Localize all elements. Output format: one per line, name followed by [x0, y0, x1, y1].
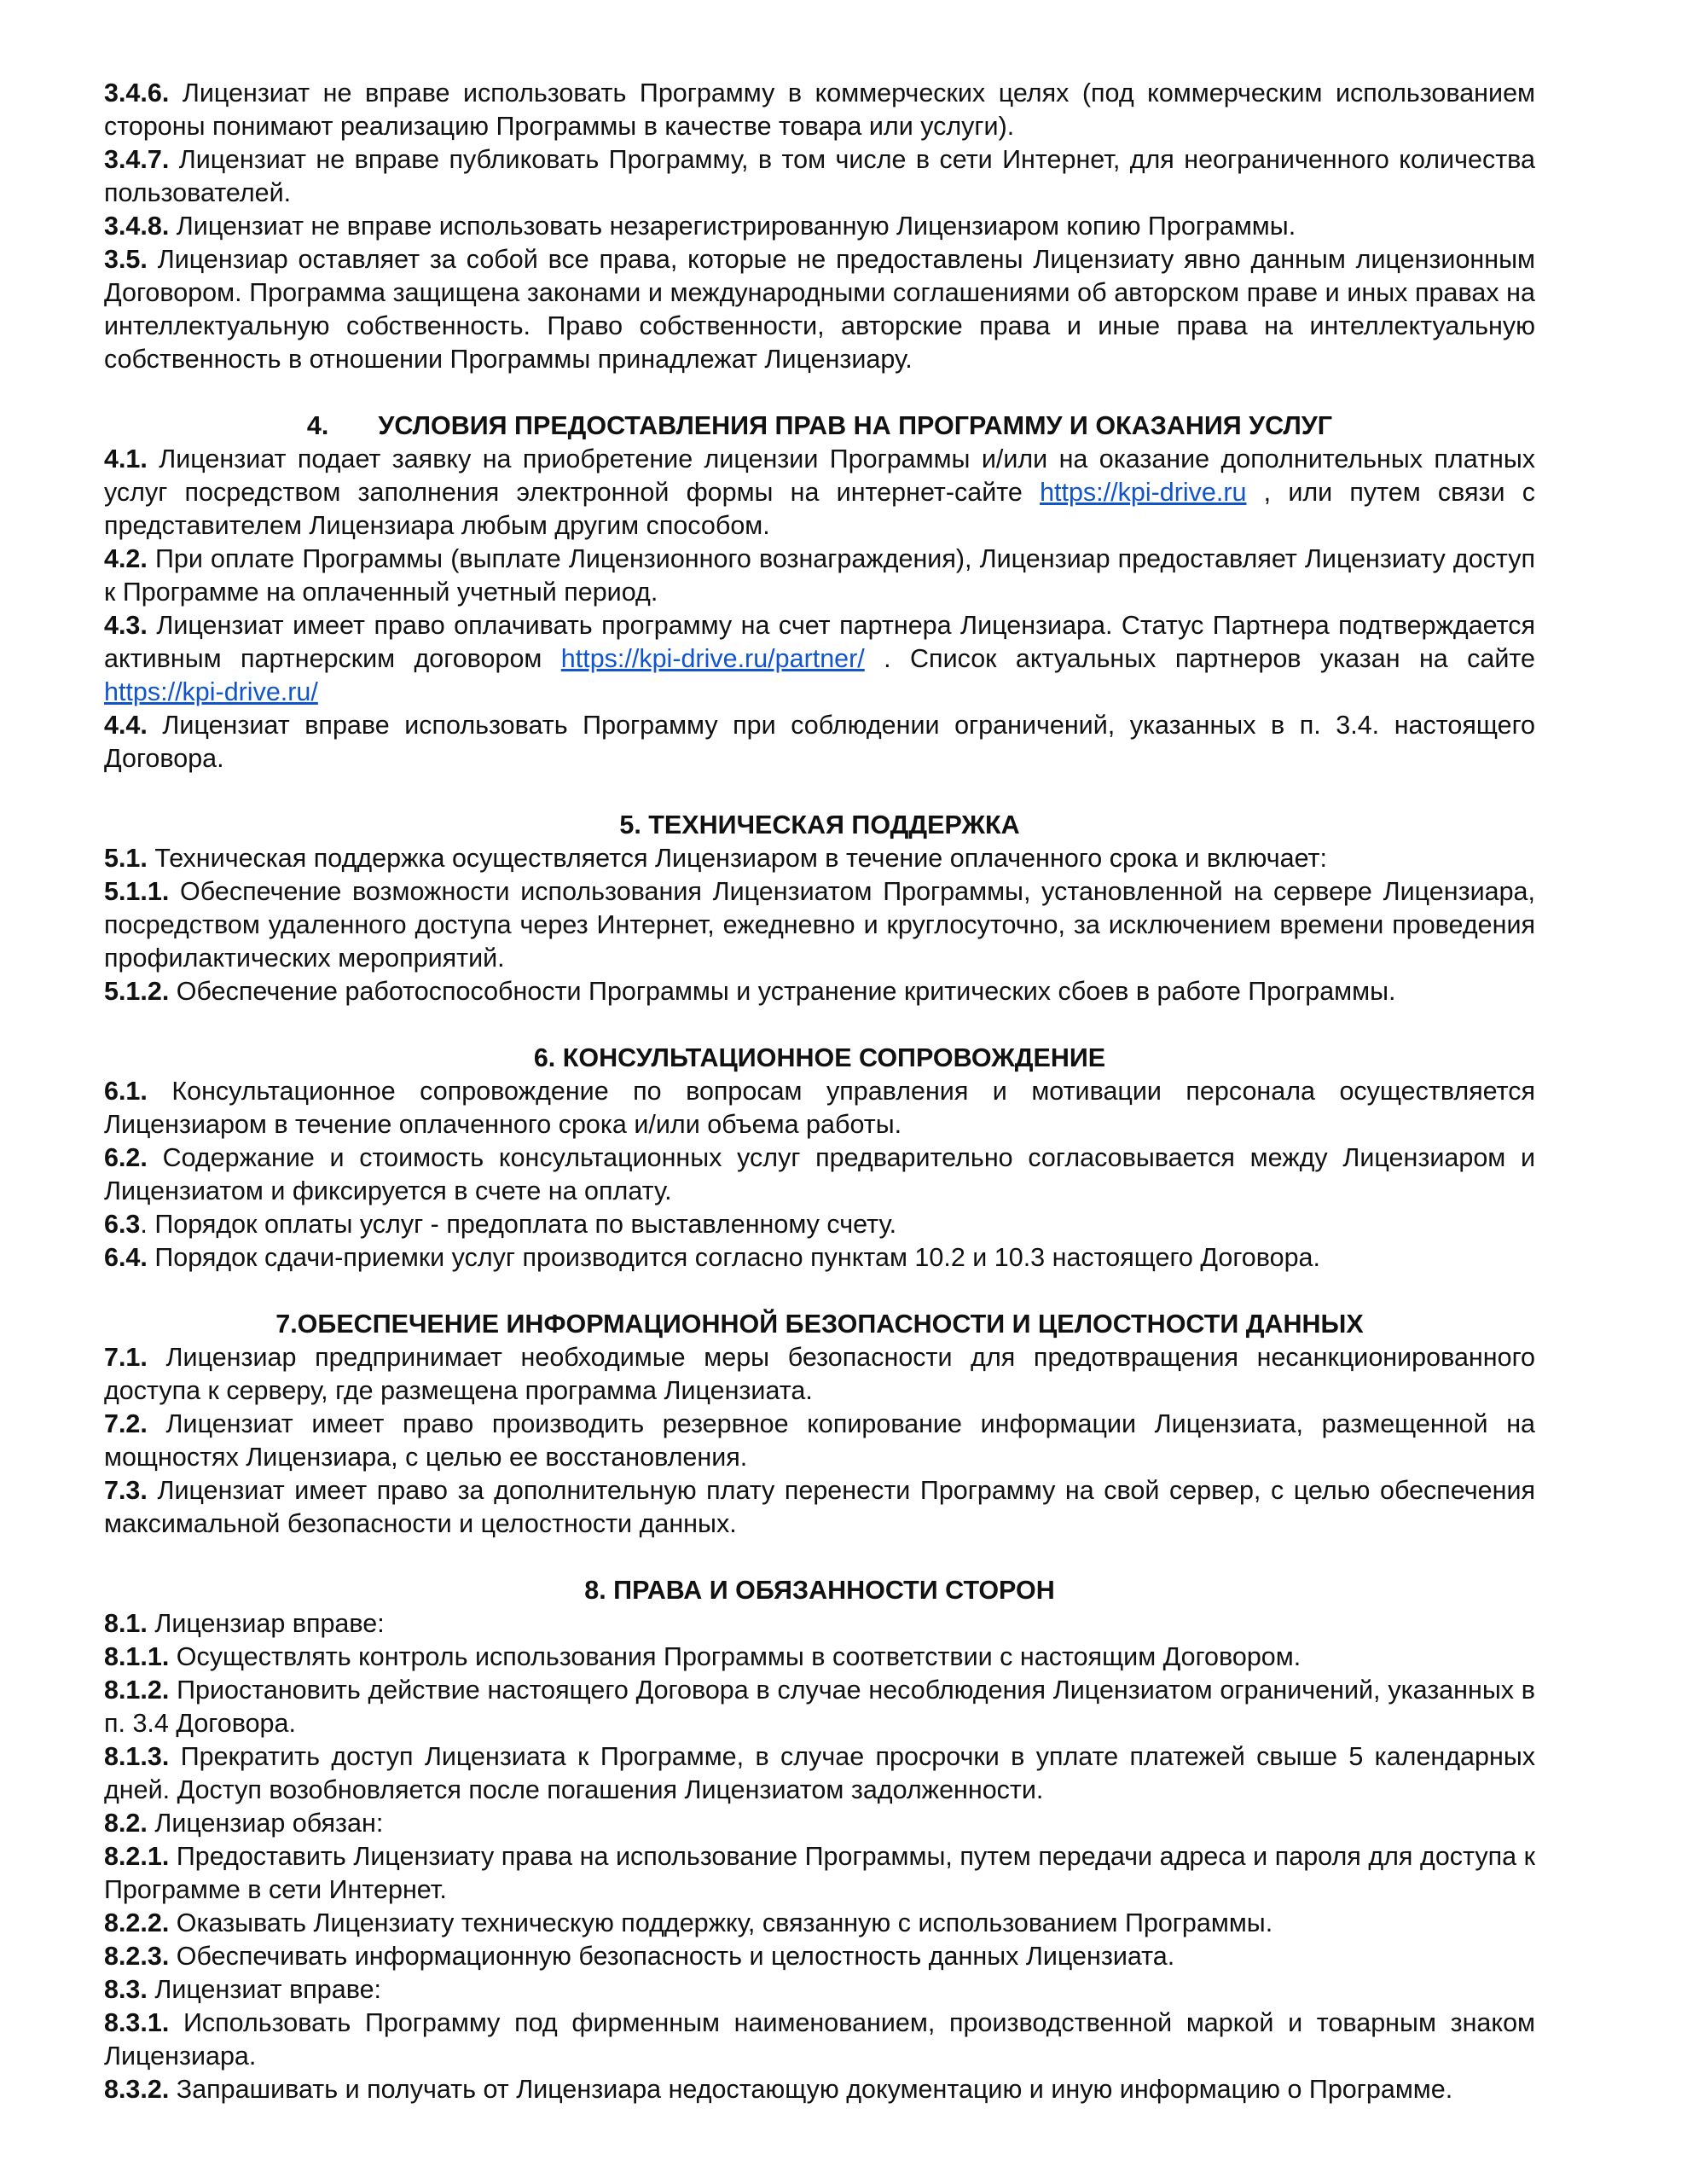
section-heading — [104, 410, 1535, 443]
clause-8-1-1 — [104, 1641, 1535, 1674]
clause-number: 3.4.7. — [104, 145, 170, 174]
clause-text: Лицензиат имеет право за дополнительную плату перенести Программу на свой сервер, с целью обеспечения максимальной безопасности и целостности данных. — [104, 1476, 1535, 1538]
section-3-continuation — [104, 77, 1535, 376]
clause-8-1 — [104, 1607, 1535, 1641]
clause-number: 7.1. — [104, 1343, 148, 1372]
clause-8-1-2 — [104, 1674, 1535, 1740]
clause-number: 6.2. — [104, 1143, 148, 1172]
clause-4-2 — [104, 543, 1535, 609]
clause-number: 4.2. — [104, 544, 148, 573]
clause-number: 4.1. — [104, 444, 148, 473]
clause-text: Оказывать Лицензиату техническую поддержку, связанную с использованием Программы. — [169, 1908, 1273, 1937]
clause-8-2 — [104, 1807, 1535, 1840]
clause-text: . Порядок оплаты услуг - предоплата по выставленному счету. — [140, 1210, 897, 1239]
clause-6-2 — [104, 1141, 1535, 1208]
clause-text: Лицензиар предпринимает необходимые меры безопасности для предотвращения несанкционированного доступа к серверу, где размещена программа Лицензиата. — [104, 1343, 1535, 1405]
section-heading-number: 4. — [306, 411, 329, 440]
clause-text: Лицензиат вправе использовать Программу при соблюдении ограничений, указанных в п. 3.4. настоящего Договора. — [104, 711, 1535, 773]
clause-3-4-6 — [104, 77, 1535, 143]
clause-6-3 — [104, 1208, 1535, 1241]
clause-4-4 — [104, 709, 1535, 775]
clause-text: Лицензиар оставляет за собой все права, которые не предоставлены Лицензиату явно данным лицензионным Договором. Программа защищена законами и международными соглашениями об авторском праве и иных правах на интеллектуальную собственность. Право собственности, авторские права и иные права на интеллектуальную собственность в отношении Программы принадлежат Лицензиару. — [104, 245, 1535, 374]
clause-6-1 — [104, 1075, 1535, 1141]
clause-text: Обеспечение возможности использования Лицензиатом Программы, установленной на сервере Лицензиара, посредством удаленного доступа через Интернет, ежедневно и круглосуточно, за исключением времени проведения профилактических мероприятий. — [104, 877, 1535, 973]
clause-number: 5.1.1. — [104, 877, 170, 906]
clause-number: 8.1.3. — [104, 1742, 170, 1771]
clause-4-1 — [104, 443, 1535, 543]
section-5 — [104, 809, 1535, 1008]
clause-text: При оплате Программы (выплате Лицензионного вознаграждения), Лицензиар предоставляет Лицензиату доступ к Программе на оплаченный учетный период. — [104, 544, 1535, 607]
clause-number: 4.3. — [104, 611, 148, 640]
clause-number: 8.3. — [104, 1975, 148, 2004]
clause-number: 8.1.2. — [104, 1676, 170, 1705]
clause-number: 8.1. — [104, 1609, 148, 1638]
clause-7-2 — [104, 1408, 1535, 1474]
clause-4-3 — [104, 609, 1535, 709]
clause-text: Техническая поддержка осуществляется Лицензиаром в течение оплаченного срока и включает: — [147, 844, 1327, 873]
section-4 — [104, 410, 1535, 775]
clause-5-1-1 — [104, 875, 1535, 975]
section-heading-text: УСЛОВИЯ ПРЕДОСТАВЛЕНИЯ ПРАВ НА ПРОГРАММУ И ОКАЗАНИЯ УСЛУГ — [378, 411, 1333, 440]
clause-8-3 — [104, 1973, 1535, 2007]
clause-7-1 — [104, 1341, 1535, 1408]
clause-number: 5.1. — [104, 844, 148, 873]
clause-8-2-3 — [104, 1940, 1535, 1973]
clause-number: 3.5. — [104, 245, 148, 274]
clause-number: 8.2.1. — [104, 1842, 170, 1871]
clause-number: 7.2. — [104, 1409, 148, 1438]
clause-8-1-3 — [104, 1740, 1535, 1807]
clause-number: 7.3. — [104, 1476, 148, 1505]
clause-3-4-7 — [104, 143, 1535, 210]
clause-8-2-1 — [104, 1840, 1535, 1907]
clause-text: Лицензиат имеет право производить резервное копирование информации Лицензиата, размещенной на мощностях Лицензиара, с целью ее восстановления. — [104, 1409, 1535, 1472]
clause-8-3-2 — [104, 2073, 1535, 2106]
section-7 — [104, 1308, 1535, 1541]
clause-text: Лицензиар вправе: — [147, 1609, 385, 1638]
clause-text: Обеспечение работоспособности Программы и устранение критических сбоев в работе Программы. — [169, 977, 1396, 1006]
clause-text: Лицензиат не вправе использовать незарегистрированную Лицензиаром копию Программы. — [169, 212, 1296, 241]
clause-5-1-2 — [104, 975, 1535, 1008]
clause-text: Лицензиат не вправе публиковать Программу, в том числе в сети Интернет, для неограниченного количества пользователей. — [104, 145, 1535, 207]
clause-number: 3.4.8. — [104, 212, 170, 241]
clause-text: Консультационное сопровождение по вопросам управления и мотивации персонала осуществляется Лицензиаром в течение оплаченного срока и/или объема работы. — [104, 1077, 1535, 1139]
clause-8-3-1 — [104, 2007, 1535, 2073]
clause-text: Запрашивать и получать от Лицензиара недостающую документацию и иную информацию о Программе. — [169, 2075, 1453, 2104]
section-heading: 5. ТЕХНИЧЕСКАЯ ПОДДЕРЖКА — [619, 810, 1020, 839]
section-heading: 7.ОБЕСПЕЧЕНИЕ ИНФОРМАЦИОННОЙ БЕЗОПАСНОСТИ И ЦЕЛОСТНОСТИ ДАННЫХ — [275, 1310, 1364, 1339]
clause-number: 6.1. — [104, 1077, 148, 1106]
clause-3-5 — [104, 243, 1535, 376]
clause-number: 8.2. — [104, 1809, 148, 1838]
clause-6-4 — [104, 1241, 1535, 1275]
clause-number: 8.3.1. — [104, 2008, 170, 2037]
section-6 — [104, 1042, 1535, 1275]
clause-number: 3.4.6. — [104, 78, 170, 107]
clause-number: 6.4. — [104, 1243, 148, 1272]
clause-number: 8.2.2. — [104, 1908, 170, 1937]
clause-text: Использовать Программу под фирменным наименованием, производственной маркой и товарным знаком Лицензиара. — [104, 2008, 1535, 2071]
clause-text: Содержание и стоимость консультационных услуг предварительно согласовывается между Лицензиаром и Лицензиатом и фиксируется в счете на оплату. — [104, 1143, 1535, 1205]
clause-number: 8.2.3. — [104, 1942, 170, 1971]
clause-text: Обеспечивать информационную безопасность и целостность данных Лицензиата. — [169, 1942, 1175, 1971]
section-heading: 6. КОНСУЛЬТАЦИОННОЕ СОПРОВОЖДЕНИЕ — [533, 1043, 1106, 1072]
clause-text-after: , или путем связи с представителем Лицензиара любым другим способом. — [104, 478, 1535, 540]
clause-text: Лицензиат имеет право оплачивать программу на счет партнера Лицензиара. Статус Партнера подтверждается активным партнерским договором — [104, 611, 1535, 673]
website-link[interactable]: https://kpi-drive.ru/ — [104, 677, 318, 706]
clause-number: 5.1.2. — [104, 977, 170, 1006]
clause-3-4-8 — [104, 210, 1535, 243]
clause-text: Порядок сдачи-приемки услуг производится согласно пунктам 10.2 и 10.3 настоящего Договора. — [147, 1243, 1320, 1272]
website-link[interactable]: https://kpi-drive.ru — [1040, 478, 1247, 507]
clause-number: 6.3 — [104, 1210, 141, 1239]
clause-text: Осуществлять контроль использования Программы в соответствии с настоящим Договором. — [169, 1642, 1301, 1671]
clause-number: 8.3.2. — [104, 2075, 170, 2104]
clause-text-after: . Список актуальных партнеров указан на сайте — [864, 644, 1535, 673]
clause-number: 8.1.1. — [104, 1642, 170, 1671]
section-heading: 8. ПРАВА И ОБЯЗАННОСТИ СТОРОН — [584, 1576, 1055, 1605]
clause-5-1 — [104, 842, 1535, 875]
clause-8-2-2 — [104, 1907, 1535, 1940]
clause-text: Лицензиат не вправе использовать Программу в коммерческих целях (под коммерческим использованием стороны понимают реализацию Программы в качестве товара или услуги). — [104, 78, 1535, 141]
clause-text: Прекратить доступ Лицензиата к Программе, в случае просрочки в уплате платежей свыше 5 календарных дней. Доступ возобновляется после погашения Лицензиатом задолженности. — [104, 1742, 1535, 1804]
clause-text: Лицензиар обязан: — [147, 1809, 384, 1838]
clause-7-3 — [104, 1474, 1535, 1541]
partner-link[interactable]: https://kpi-drive.ru/partner/ — [560, 644, 865, 673]
clause-text: Предоставить Лицензиату права на использование Программы, путем передачи адреса и пароля для доступа к Программе в сети Интернет. — [104, 1842, 1535, 1904]
section-8 — [104, 1574, 1535, 2106]
clause-number: 4.4. — [104, 711, 148, 740]
clause-text: Приостановить действие настоящего Договора в случае несоблюдения Лицензиатом ограничений, указанных в п. 3.4 Договора. — [104, 1676, 1535, 1738]
clause-text: Лицензиат вправе: — [147, 1975, 382, 2004]
clause-text: Лицензиат подает заявку на приобретение лицензии Программы и/или на оказание дополнительных платных услуг посредством заполнения электронной формы на интернет-сайте — [104, 444, 1535, 507]
